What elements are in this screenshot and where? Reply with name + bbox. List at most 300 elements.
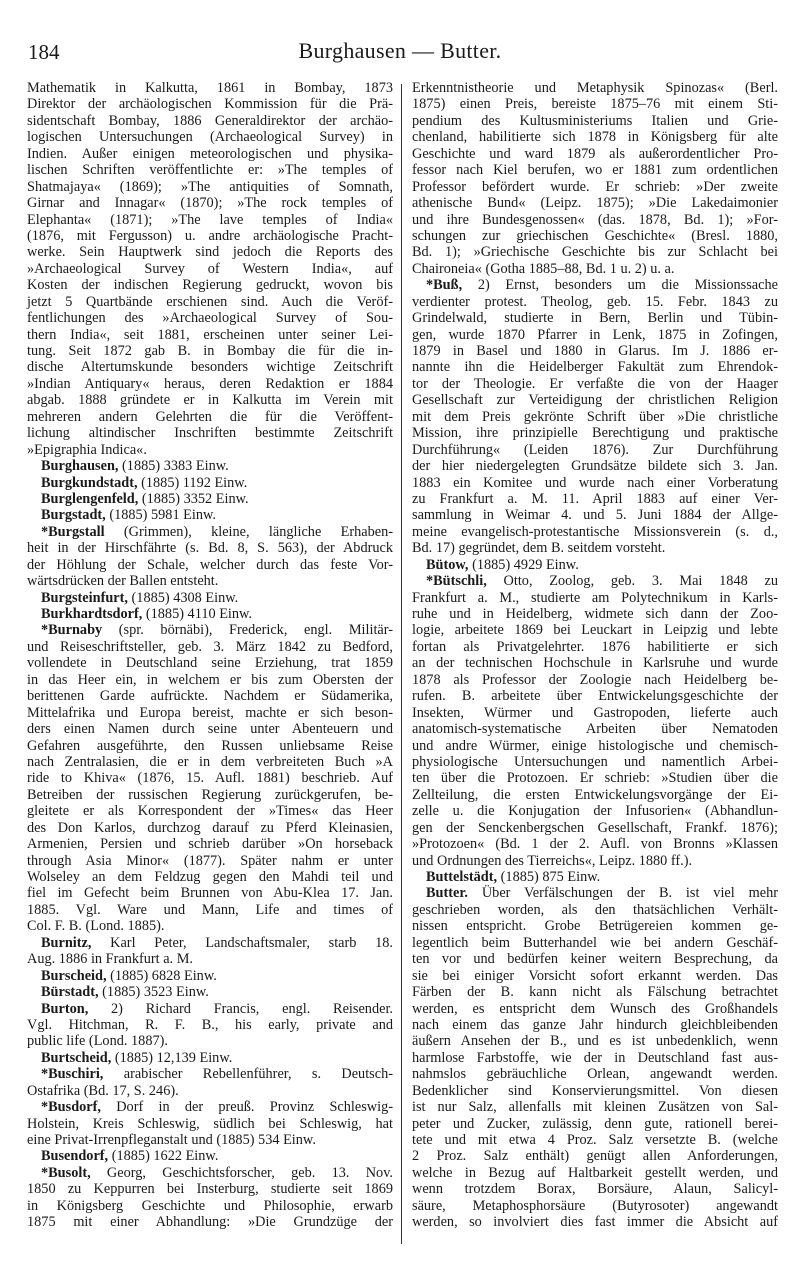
text-line	[27, 688, 393, 704]
line-text: legentlich beim Butterhandel wie bei andern Geschäf-	[412, 934, 778, 951]
text-line	[27, 442, 393, 458]
line-text: des Don Karlos, durchzog darauf zu Pferd Kleinasien,	[27, 819, 393, 836]
text-line	[412, 491, 778, 507]
text-line	[27, 327, 393, 343]
line-text: Vgl. Hitchman, R. F. B., his early, private and	[27, 1016, 393, 1033]
line-text: werden, so involviert dies fast immer die Absicht auf	[412, 1214, 778, 1231]
line-text: lischen Schriften veröffentlichte er: »The temples of	[27, 162, 393, 179]
line-text: Shatmajaya« (1869); »The antiquities of Somnath,	[27, 178, 393, 195]
text-line	[412, 738, 778, 754]
line-text: Georg, Geschichtsforscher, geb. 13. Nov.	[90, 1164, 393, 1181]
line-text: fiel im Gefecht beim Brunnen von Abu-Klea 17. Jan.	[27, 885, 393, 902]
text-line	[412, 1099, 778, 1115]
line-text: (1885) 12,139 Einw.	[111, 1049, 233, 1066]
line-text: 1875) einen Preis, bereiste 1875–76 mit einem Sti-	[412, 96, 778, 113]
line-text: wenn trotzdem Borax, Borsäure, Alaun, Salicyl-	[412, 1181, 778, 1198]
line-text: (1876, mit Fergusson) u. andre archäologische Pracht-	[27, 227, 393, 244]
line-text: (Grimmen), kleine, längliche Erhaben-	[104, 523, 393, 540]
line-text: »Indian Antiquary« heraus, deren Redaktion er 1884	[27, 375, 393, 392]
entry-headword: Burscheid,	[41, 967, 107, 984]
text-line	[412, 162, 778, 178]
line-text: der hier niedergelegten Grundsätze bildete sich 3. Jan.	[412, 458, 778, 475]
line-text: gen, wurde 1870 Pfarrer in Lenk, 1875 in Zofingen,	[412, 326, 778, 343]
line-text: mehreren andern Gelehrten die für die Veröffent-	[27, 408, 393, 425]
text-line	[27, 836, 393, 852]
line-text: 1875 mit einer Abhandlung: »Die Grundzüge der	[27, 1214, 393, 1231]
text-line	[412, 918, 778, 934]
entry-start-line	[27, 1148, 393, 1164]
text-line	[412, 80, 778, 96]
text-line	[27, 179, 393, 195]
text-line	[412, 787, 778, 803]
line-text: nach Zentralasien, die er in dem verbreiteten Buch »A	[27, 753, 393, 770]
text-line	[412, 228, 778, 244]
text-line	[412, 984, 778, 1000]
text-line	[412, 1116, 778, 1132]
line-text: Bd. 17) gegründet, dem B. seitdem vorsteht.	[412, 540, 666, 557]
entry-headword: *Busdorf,	[41, 1099, 101, 1116]
text-line	[27, 754, 393, 770]
line-text: Indien. Außer einigen meteorologischen und physika-	[27, 145, 393, 162]
text-line	[27, 918, 393, 934]
column-left	[27, 80, 393, 1231]
entry-headword: Burgstadt,	[41, 507, 106, 524]
entry-headword: *Busolt,	[41, 1164, 91, 1181]
line-text: heit in der Hirschfährte (s. Bd. 8, S. 563), der Abdruck	[27, 540, 393, 557]
entry-headword: Burgkundstadt,	[41, 474, 138, 491]
line-text: 2) Ernst, besonders um die Missionssache	[462, 277, 778, 294]
text-line	[412, 902, 778, 918]
entry-start-line	[27, 507, 393, 523]
line-text: Gesellschaft zur Verteidigung der christlichen Religion	[412, 392, 778, 409]
text-line	[412, 1165, 778, 1181]
entry-start-line	[27, 1001, 393, 1017]
line-text: in Königsberg Geschichte und Philosophie, erwarb	[27, 1197, 393, 1214]
entry-headword: Burton,	[41, 1000, 89, 1017]
line-text: (1885) 6828 Einw.	[106, 967, 217, 984]
line-text: Über Verfälschungen der B. ist viel mehr	[467, 885, 778, 902]
line-text: (1885) 4929 Einw.	[468, 556, 579, 573]
text-line	[412, 1033, 778, 1049]
text-line	[412, 1066, 778, 1082]
line-text: Ostafrika (Bd. 17, S. 246).	[27, 1082, 179, 1099]
line-text: anatomisch-systematische Arbeiten über Nematoden	[412, 721, 778, 738]
text-line	[412, 1083, 778, 1099]
line-text: public life (Lond. 1887).	[27, 1033, 168, 1050]
text-line	[27, 261, 393, 277]
line-text: Frankfurt a. M., studierte am Polytechnikum in Karls-	[412, 589, 778, 606]
entry-start-line	[27, 935, 393, 951]
line-text: (1885) 1622 Einw.	[108, 1148, 219, 1165]
line-text: ist nur Salz, allenfalls mit kleinen Zusätzen von Sal-	[412, 1099, 778, 1116]
line-text: fortan als Privatgelehrter. 1876 habilitierte er sich	[412, 638, 778, 655]
line-text: tete und mit etwa 4 Proz. Salz versetzte B. (welche	[412, 1132, 778, 1148]
line-text: 1879 in Basel und 1880 in Glarus. Im J. 1886 er-	[412, 343, 778, 359]
line-text: 2) Richard Francis, engl. Reisender.	[88, 1000, 393, 1017]
line-text: Dorf in der preuß. Provinz Schleswig-	[100, 1099, 393, 1116]
line-text: Elephanta« (1871); »The lave temples of India«	[27, 211, 393, 228]
line-text: (1885) 5981 Einw.	[105, 507, 217, 524]
text-line	[412, 1148, 778, 1164]
text-line	[412, 853, 778, 869]
line-text: werke. Sein Hauptwerk sind jedoch die Reports des	[27, 244, 393, 261]
line-text: rufen. B. arbeitete über Entwickelungsgeschichte der	[412, 688, 778, 705]
text-line	[412, 244, 778, 260]
text-line	[27, 655, 393, 671]
column-right	[412, 80, 778, 1231]
line-text: tung. Seit 1872 gab B. in Bombay die für die in-	[27, 343, 393, 359]
entry-start-line	[412, 277, 778, 293]
line-text: welche in Bezug auf Haltbarkeit gestellt werden, und	[412, 1164, 778, 1181]
line-text: lichung altindischer Inschriften bestimmte Zeitschrift	[27, 425, 393, 442]
text-line	[27, 1198, 393, 1214]
text-line	[412, 113, 778, 129]
text-line	[27, 803, 393, 819]
text-line	[412, 672, 778, 688]
line-text: sidentschaft Bombay, 1886 Generaldirektor der archäo-	[27, 112, 393, 129]
text-line	[412, 261, 778, 277]
line-text: ten vor und bedürfen keiner weitern Besprechung, da	[412, 951, 778, 968]
text-line	[412, 1001, 778, 1017]
text-line	[412, 195, 778, 211]
entry-start-line	[27, 606, 393, 622]
line-text: »Archaeological Survey of Western India«, auf	[27, 260, 393, 277]
text-line	[412, 1214, 778, 1230]
line-text: geschrieben worden, als den thatsächlichen Verhält-	[412, 901, 778, 918]
text-line	[412, 425, 778, 441]
text-line	[412, 606, 778, 622]
text-line	[27, 294, 393, 310]
line-text: tor der Theologie. Er verfaßte die von der Haager	[412, 375, 778, 392]
text-line	[412, 376, 778, 392]
text-line	[27, 573, 393, 589]
text-line	[412, 409, 778, 425]
line-text: Chaironeia« (Gotha 1885–88, Bd. 1 u. 2) u. a.	[412, 260, 675, 277]
line-text: werden, es entspricht dem Wunsch des Großhandels	[412, 1000, 778, 1017]
text-line	[412, 392, 778, 408]
line-text: Holstein, Kreis Schleswig, südlich bei Schleswig, hat	[27, 1115, 393, 1132]
line-text: zelle u. die Konjugation der Infusorien« (Abhandlun-	[412, 803, 778, 820]
line-text: gleitete er als Korrespondent der »Times« das Heer	[27, 803, 393, 820]
line-text: fentlichungen des »Archaeological Survey of Sou-	[27, 310, 393, 327]
line-text: 1885. Vgl. Ware und Mann, Life and times of	[27, 901, 393, 918]
text-line	[27, 540, 393, 556]
line-text: gen der Senckenbergschen Gesellschaft, Frankf. 1876);	[412, 819, 778, 836]
line-text: und andre Würmer, einige histologische und chemisch-	[412, 737, 778, 754]
text-line	[27, 639, 393, 655]
text-line	[27, 228, 393, 244]
line-text: Mathematik in Kalkutta, 1861 in Bombay, 1873	[27, 80, 393, 96]
text-line	[412, 458, 778, 474]
text-line	[412, 803, 778, 819]
text-line	[27, 162, 393, 178]
text-line	[27, 195, 393, 211]
text-line	[412, 639, 778, 655]
entry-start-line	[27, 1050, 393, 1066]
text-line	[412, 310, 778, 326]
entry-start-line	[27, 1165, 393, 1181]
line-text: through Asia Minor« (1877). Später nahm er unter	[27, 852, 393, 869]
entry-headword: *Burgstall	[41, 523, 105, 540]
line-text: ders einen Namen durch seine unter Abenteuern und	[27, 721, 393, 738]
line-text: arabischer Rebellenführer, s. Deutsch-	[103, 1066, 393, 1083]
line-text: nach einem das ganze Jahr hindurch gleichbleibenden	[412, 1016, 778, 1033]
entry-start-line	[412, 885, 778, 901]
line-text: »Epigraphia Indica«.	[27, 441, 147, 458]
line-text: Otto, Zoolog, geb. 3. Mai 1848 zu	[486, 573, 778, 590]
text-line	[412, 1017, 778, 1033]
text-line	[27, 885, 393, 901]
line-text: (1885) 4110 Einw.	[142, 606, 253, 622]
text-line	[412, 622, 778, 638]
line-text: Kosten der indischen Regierung gedruckt, wovon bis	[27, 277, 393, 294]
line-text: (1885) 875 Einw.	[497, 869, 601, 885]
text-line	[27, 721, 393, 737]
entry-start-line	[27, 968, 393, 984]
text-line	[412, 96, 778, 112]
text-line	[412, 524, 778, 540]
entry-headword: *Buß,	[426, 277, 463, 294]
text-line	[412, 705, 778, 721]
text-line	[27, 277, 393, 293]
entry-start-line	[27, 491, 393, 507]
text-line	[27, 1116, 393, 1132]
text-line	[27, 359, 393, 375]
text-line	[27, 310, 393, 326]
text-line	[412, 359, 778, 375]
entry-start-line	[27, 524, 393, 540]
line-text: (1885) 3383 Einw.	[118, 458, 229, 475]
line-text: nahmslos gebräuchliche Orlean, angewandt werden.	[412, 1066, 778, 1083]
text-line	[412, 129, 778, 145]
text-line	[27, 129, 393, 145]
line-text: nissen entspricht. Grobe Betrügereien kommen ge-	[412, 918, 778, 935]
line-text: äußern Ansehen der B., und es ist unbedenklich, wenn	[412, 1033, 778, 1050]
text-line	[27, 820, 393, 836]
line-text: fessor nach Kiel berufen, wo er 1881 zum ordentlichen	[412, 162, 778, 179]
line-text: (1885) 1192 Einw.	[137, 474, 248, 491]
line-text: Armenien, Persien und schrieb darüber »On horseback	[27, 836, 393, 853]
text-line	[412, 836, 778, 852]
entry-headword: Busendorf,	[41, 1148, 109, 1165]
line-text: der Höhlung der Schale, welcher durch das feste Vor-	[27, 556, 393, 573]
line-text: logischen Untersuchungen (Archaeological Survey) in	[27, 129, 393, 146]
line-text: schungen zur griechischen Geschichte« (Bresl. 1880,	[412, 227, 778, 244]
line-text: Bd. 1); »Griechische Geschichte bis zur Schlacht bei	[412, 244, 778, 261]
text-line	[27, 146, 393, 162]
entry-headword: *Buschiri,	[41, 1066, 104, 1083]
line-text: physiologische Untersuchungen und namentlich Arbei-	[412, 753, 778, 770]
line-text: säure, Metaphosphorsäure (Butyrosoter) angewandt	[412, 1197, 778, 1214]
line-text: (spr. börnäbi), Frederick, engl. Militär-	[102, 622, 393, 639]
text-line	[27, 705, 393, 721]
line-text: 2 Proz. Salz enthält) genügt allen Anforderungen,	[412, 1148, 778, 1165]
line-text: sie bei einiger Vorsicht sofort erkannt werden. Das	[412, 967, 778, 984]
line-text: Wolseley an dem Feldzug gegen den Mahdi teil und	[27, 869, 393, 885]
line-text: abgab. 1888 gründete er in Kalkutta im Verein mit	[27, 392, 393, 409]
text-line	[27, 787, 393, 803]
line-text: meine evangelisch-protestantische Missionsverein (s. d.,	[412, 523, 778, 540]
text-line	[412, 146, 778, 162]
text-line	[412, 754, 778, 770]
line-text: jetzt 5 Quartbände erschienen sind. Auch die Veröf-	[27, 293, 393, 310]
entry-start-line	[27, 458, 393, 474]
text-line	[27, 343, 393, 359]
line-text: Karl Peter, Landschaftsmaler, starb 18.	[91, 934, 393, 951]
line-text: dische Altertumskunde besonders wichtige Zeitschrift	[27, 359, 393, 376]
text-line	[27, 738, 393, 754]
line-text: Geschichte und ward 1879 als außerordentlicher Pro-	[412, 145, 778, 162]
text-line	[412, 212, 778, 228]
entry-start-line	[27, 475, 393, 491]
line-text: (1885) 3352 Einw.	[138, 490, 249, 507]
text-line	[27, 902, 393, 918]
line-text: Zellteilung, die ersten Entwickelungsvorgänge der Ei-	[412, 786, 778, 803]
text-line	[412, 475, 778, 491]
line-text: Gefahren ausgeführte, den Russen unliebsame Reise	[27, 737, 393, 754]
line-text: und Reiseschriftsteller, geb. 3. März 1842 zu Bedford,	[27, 638, 393, 655]
entry-start-line	[27, 1066, 393, 1082]
line-text: pendium des Kultusministeriums Italien und Grie-	[412, 112, 778, 129]
text-line	[412, 294, 778, 310]
entry-headword: Bürstadt,	[41, 984, 99, 1001]
running-title: Burghausen — Butter.	[298, 38, 502, 63]
text-line	[412, 968, 778, 984]
line-text: thern India«, seit 1881, erscheinen unter seiner Lei-	[27, 326, 393, 343]
text-line	[27, 1017, 393, 1033]
text-line	[412, 442, 778, 458]
text-line	[27, 425, 393, 441]
text-line	[27, 113, 393, 129]
line-text: in das Heer ein, in welchem er bis zum Obersten der	[27, 671, 393, 688]
entry-headword: Butter.	[426, 885, 468, 902]
line-text: mit dem Preis gekrönte Schrift über »Die christliche	[412, 408, 778, 425]
text-line	[27, 557, 393, 573]
line-text: Direktor der archäologischen Kommission für die Prä-	[27, 96, 393, 113]
entry-start-line	[27, 622, 393, 638]
entry-start-line	[412, 573, 778, 589]
text-line	[27, 244, 393, 260]
text-line	[412, 1198, 778, 1214]
line-text: »Protozoen« (Bd. 1 der 2. Aufl. von Bronns »Klassen	[412, 836, 778, 853]
text-line	[412, 590, 778, 606]
entry-start-line	[27, 590, 393, 606]
text-line	[412, 327, 778, 343]
line-text: und Ordnungen des Tierreichs«, Leipz. 1880 ff.).	[412, 852, 693, 869]
text-line	[412, 1050, 778, 1066]
text-line	[412, 507, 778, 523]
line-text: Erkenntnistheorie und Metaphysik Spinozas« (Berl.	[412, 80, 778, 96]
line-text: ruhe und in Heidelberg, widmete sich dann der Zoo-	[412, 606, 778, 622]
text-line	[412, 688, 778, 704]
entry-start-line	[412, 557, 778, 573]
text-line	[27, 672, 393, 688]
text-line	[412, 770, 778, 786]
line-text: verdienter protest. Theolog, geb. 15. Febr. 1843 zu	[412, 293, 778, 310]
text-line	[27, 869, 393, 885]
line-text: wärtsdrücken der Ballen entsteht.	[27, 573, 219, 590]
text-line	[412, 820, 778, 836]
line-text: ten über die Protozoen. Er schrieb: »Studien über die	[412, 770, 778, 787]
line-text: chenland, habilitierte sich 1878 in Königsberg für alte	[412, 129, 778, 146]
text-line	[27, 1214, 393, 1230]
line-text: und ihre Bundesgenossen« (das. 1878, Bd. 1); »For-	[412, 211, 778, 228]
text-line	[27, 1181, 393, 1197]
text-line	[27, 951, 393, 967]
line-text: sammlung in Weimar 4. und 5. Juni 1884 der Allge-	[412, 507, 778, 524]
line-text: 1883 ein Komitee und wurde nach einer Vorberatung	[412, 474, 778, 491]
text-line	[412, 540, 778, 556]
text-line	[412, 343, 778, 359]
text-line	[27, 1033, 393, 1049]
line-text: Girnar and Innagar« (1870); »The rock temples of	[27, 195, 393, 212]
text-line	[27, 409, 393, 425]
entry-start-line	[412, 869, 778, 885]
line-text: an der technischen Hochschule in Karlsruhe und wurde	[412, 655, 778, 672]
entry-headword: Burtscheid,	[41, 1049, 112, 1066]
text-line	[412, 655, 778, 671]
line-text: Insekten, Würmer und Gastropoden, lieferte auch	[412, 704, 778, 721]
text-line	[412, 1132, 778, 1148]
line-text: Durchführung« (Leiden 1876). Zur Durchführung	[412, 441, 778, 458]
line-text: (1885) 3523 Einw.	[98, 984, 209, 1001]
text-line	[27, 770, 393, 786]
line-text: peter und Zucker, zulässig, denn gute, rationell berei-	[412, 1115, 778, 1132]
line-text: (1885) 4308 Einw.	[127, 589, 239, 606]
line-text: Professor befördert wurde. Er schrieb: »Der zweite	[412, 178, 778, 195]
text-line	[412, 951, 778, 967]
entry-headword: Burglengenfeld,	[41, 490, 139, 507]
text-line	[27, 853, 393, 869]
line-text: zu Frankfurt a. M. 11. April 1883 auf einer Ver-	[412, 490, 778, 507]
entry-headword: Bütow,	[426, 556, 469, 573]
line-text: vollendete in Deutschland seine Erziehung, trat 1859	[27, 655, 393, 672]
line-text: ride to Khiva« (1876, 15. Aufl. 1881) beschrieb. Auf	[27, 770, 393, 787]
column-divider	[401, 84, 402, 1244]
line-text: 1850 zu Keppurren bei Insterburg, studierte seit 1869	[27, 1181, 393, 1198]
line-text: 1878 als Professor der Zoologie nach Heidelberg be-	[412, 671, 778, 688]
line-text: athenische Bund« (Leipz. 1875); »Die Lakedaimonier	[412, 195, 778, 212]
line-text: Betreiben der russischen Regierung zurückgerufen, be-	[27, 786, 393, 803]
text-line	[412, 721, 778, 737]
line-text: nannte ihn die Heidelberger Fakultät zum Ehrendok-	[412, 359, 778, 376]
line-text: eine Privat-Irrenpfleganstalt und (1885) 534 Einw.	[27, 1132, 316, 1148]
line-text: Mittelafrika und Europa bereist, machte er sich beson-	[27, 704, 393, 721]
text-line	[412, 935, 778, 951]
entry-headword: *Bütschli,	[426, 573, 487, 590]
line-text: Col. F. B. (Lond. 1885).	[27, 918, 165, 935]
text-line	[27, 96, 393, 112]
line-text: Mission, ihre prinzipielle Berechtigung und praktische	[412, 425, 778, 442]
line-text: Grindelwald, studierte in Bern, Berlin und Tübin-	[412, 310, 778, 327]
text-line	[412, 179, 778, 195]
line-text: logie, arbeitete 1869 bei Leuckart in Leipzig und lebte	[412, 622, 778, 639]
entry-headword: Burghausen,	[41, 458, 119, 475]
entry-headword: Burgsteinfurt,	[41, 589, 128, 606]
text-line	[412, 1181, 778, 1197]
line-text: Aug. 1886 in Frankfurt a. M.	[27, 951, 193, 968]
entry-start-line	[27, 1099, 393, 1115]
entry-headword: *Burnaby	[41, 622, 103, 639]
page-number: 184	[28, 40, 60, 64]
entry-headword: Burkhardtsdorf,	[41, 606, 143, 622]
line-text: harmlose Farbstoffe, wie der in Deutschland fast aus-	[412, 1049, 778, 1066]
text-line	[27, 376, 393, 392]
text-line	[27, 1083, 393, 1099]
text-line	[27, 392, 393, 408]
line-text: Bedenklicher sind Konservierungsmittel. Von diesen	[412, 1082, 778, 1099]
text-line	[27, 1132, 393, 1148]
